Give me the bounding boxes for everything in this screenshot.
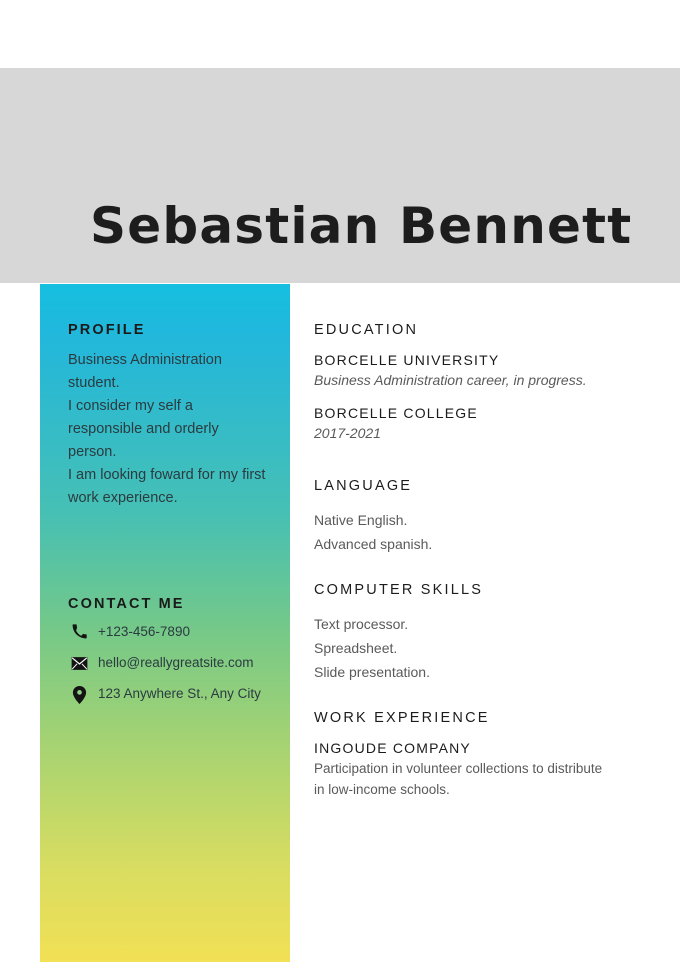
phone-value: +123-456-7890 [98,624,190,639]
work-experience-entry [314,740,614,800]
work-experience-heading: WORK EXPERIENCE [314,710,490,726]
language-section [314,478,614,556]
contact-item-email[interactable] [68,654,266,672]
education-entry [314,405,614,444]
phone-icon [68,623,90,639]
main-column [314,322,614,800]
computer-skills-item: Spreadsheet. [314,640,398,656]
education-entry-desc: 2017-2021 [314,425,381,441]
work-experience-entry-title: INGOUDE COMPANY [314,740,471,756]
header-band [0,68,680,283]
education-entry [314,352,614,391]
education-heading: EDUCATION [314,322,419,338]
profile-section [68,322,266,510]
contact-heading: CONTACT ME [68,596,185,612]
education-entry-title: BORCELLE COLLEGE [314,405,478,421]
profile-heading: PROFILE [68,322,146,338]
contact-section [68,596,266,704]
work-experience-section [314,710,614,800]
computer-skills-heading: COMPUTER SKILLS [314,582,484,598]
language-item: Advanced spanish. [314,536,433,552]
envelope-icon [68,654,90,672]
profile-line: Business Administration student. [68,352,222,391]
language-item: Native English. [314,512,408,528]
page-title: Sebastian Bennett [90,197,633,255]
sidebar [40,284,290,962]
education-section [314,322,614,444]
contact-item-phone[interactable] [68,623,266,641]
address-value: 123 Anywhere St., Any City [98,686,261,701]
education-entry-title: BORCELLE UNIVERSITY [314,352,500,368]
location-pin-icon [68,685,90,704]
computer-skills-item: Slide presentation. [314,664,430,680]
computer-skills-item: Text processor. [314,616,409,632]
computer-skills-section [314,582,614,684]
contact-item-address[interactable] [68,685,266,704]
email-value: hello@reallygreatsite.com [98,655,254,670]
education-entry-desc: Business Administration career, in progress. [314,372,587,388]
profile-text [68,349,266,510]
language-heading: LANGUAGE [314,478,413,494]
profile-line: I consider my self a responsible and orderly person. [68,398,219,460]
profile-line: I am looking foward for my first work experience. [68,467,266,506]
work-experience-entry-desc: Participation in volunteer collections to distribute in low-income schools. [314,761,603,797]
